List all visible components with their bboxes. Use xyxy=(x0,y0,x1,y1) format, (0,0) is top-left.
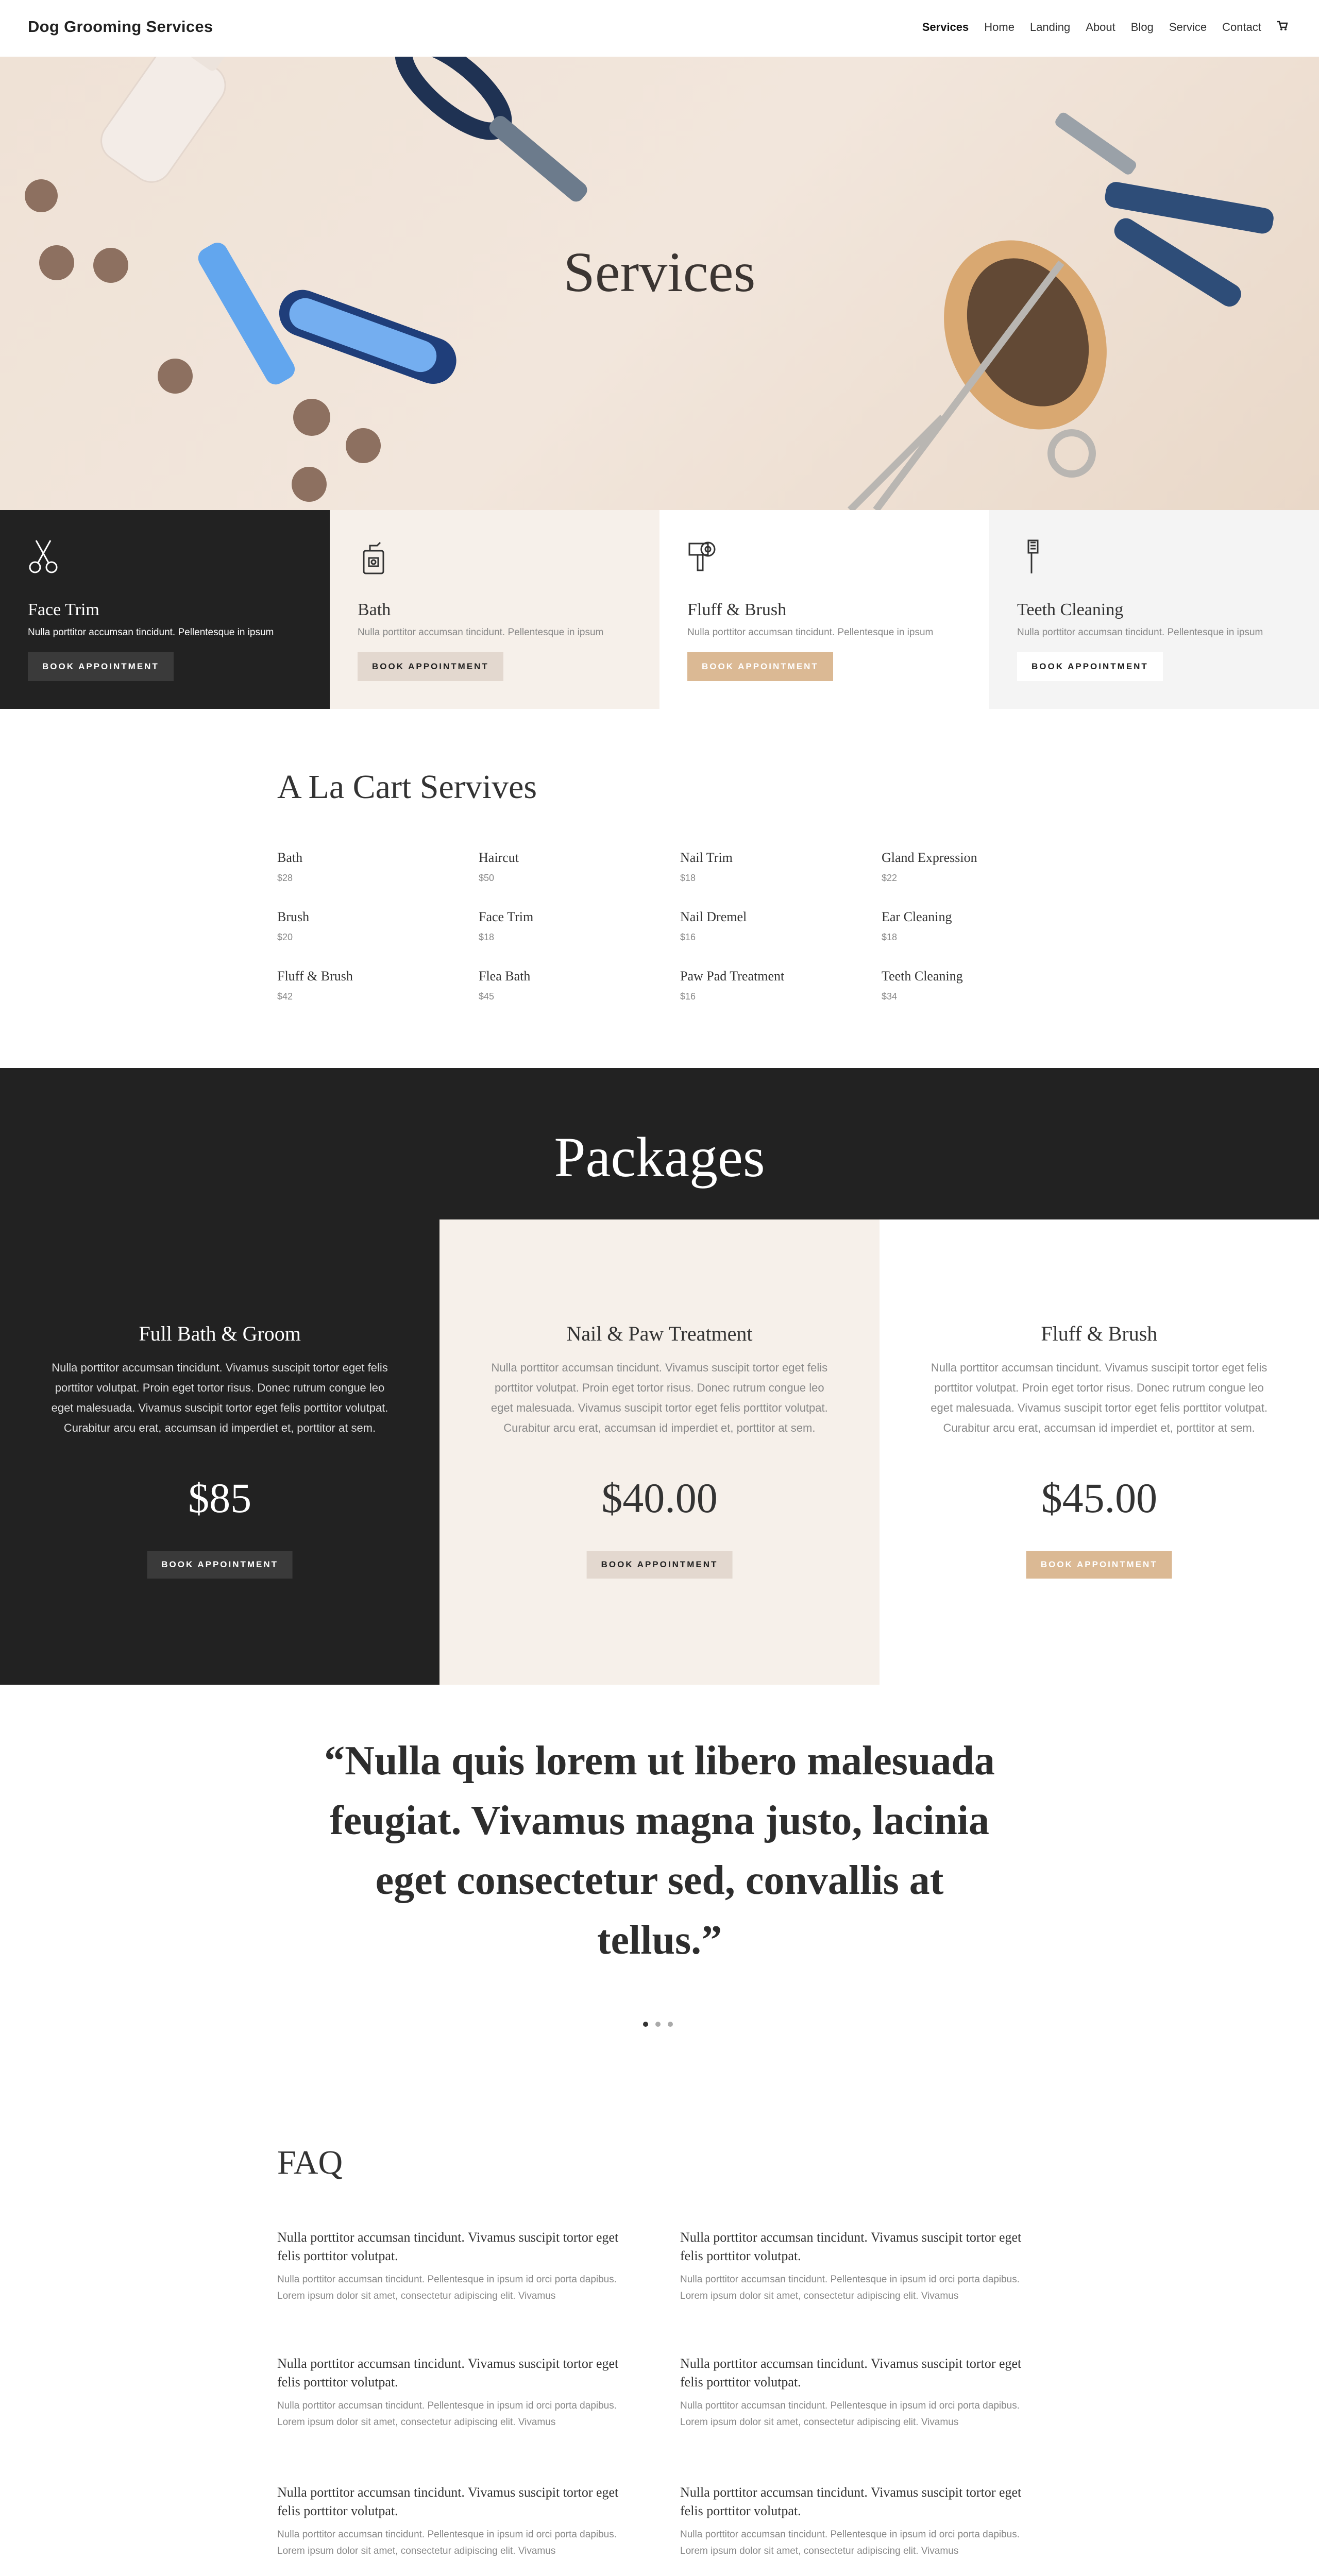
card-title: Teeth Cleaning xyxy=(1017,600,1124,619)
item-name: Face Trim xyxy=(479,909,534,924)
book-appointment-button[interactable]: BOOK APPOINTMENT xyxy=(358,652,503,681)
package-name: Full Bath & Groom xyxy=(139,1322,301,1345)
item-price: $20 xyxy=(277,932,293,942)
item-name: Nail Dremel xyxy=(680,909,747,924)
faq-question: Nulla porttitor accumsan tincidunt. Vivamus suscipit tortor eget felis porttitor volutpat. xyxy=(277,2230,619,2263)
nav-about[interactable]: About xyxy=(1086,21,1115,33)
package-price: $45.00 xyxy=(1041,1475,1158,1521)
item-price: $42 xyxy=(277,991,293,1002)
card-text: Nulla porttitor accumsan tincidunt. Pellentesque in ipsum xyxy=(687,627,934,638)
item-price: $16 xyxy=(680,932,696,942)
nav-contact[interactable]: Contact xyxy=(1222,21,1261,33)
card-title: Bath xyxy=(358,600,391,619)
faq-question: Nulla porttitor accumsan tincidunt. Vivamus suscipit tortor eget felis porttitor volutpat. xyxy=(277,2356,619,2389)
faq-answer: Nulla porttitor accumsan tincidunt. Pellentesque in ipsum id orci porta dapibus. Lorem ipsum dolor sit amet, consectetur adipiscing elit. Vivamus xyxy=(680,2529,1020,2556)
item-name: Fluff & Brush xyxy=(277,969,353,984)
card-bath xyxy=(330,510,660,709)
shampoo-bottle-icon xyxy=(358,538,390,575)
site-header xyxy=(0,0,1319,57)
packages-title: Packages xyxy=(554,1126,765,1189)
list-item xyxy=(479,969,674,1002)
cart-icon[interactable] xyxy=(1277,21,1288,34)
book-appointment-button[interactable]: BOOK APPOINTMENT xyxy=(1026,1551,1172,1579)
package-price: $40.00 xyxy=(601,1475,718,1521)
card-teeth-cleaning xyxy=(989,510,1319,709)
card-text: Nulla porttitor accumsan tincidunt. Pellentesque in ipsum xyxy=(358,627,604,638)
package-description: Nulla porttitor accumsan tincidunt. Vivamus suscipit tortor eget felis porttitor volutpat. Proin eget tortor risus. Donec rutrum congue leo eget malesuada. Vivamus suscipit tortor eget felis porttitor volutpat. Curabitur arcu erat, accumsan id imperdiet et, porttitor at sem. xyxy=(931,1361,1268,1434)
item-name: Flea Bath xyxy=(479,969,531,984)
item-name: Bath xyxy=(277,850,303,865)
nav-service[interactable]: Service xyxy=(1169,21,1207,33)
card-face-trim xyxy=(0,510,330,709)
list-item xyxy=(680,850,876,884)
main-nav xyxy=(922,21,1288,34)
list-item xyxy=(680,969,876,1002)
faq-answer: Nulla porttitor accumsan tincidunt. Pellentesque in ipsum id orci porta dapibus. Lorem ipsum dolor sit amet, consectetur adipiscing elit. Vivamus xyxy=(277,2529,617,2556)
package-description: Nulla porttitor accumsan tincidunt. Vivamus suscipit tortor eget felis porttitor volutpat. Proin eget tortor risus. Donec rutrum congue leo eget malesuada. Vivamus suscipit tortor eget felis porttitor volutpat. Curabitur arcu erat, accumsan id imperdiet et, porttitor at sem. xyxy=(51,1361,388,1434)
faq-item xyxy=(277,2228,643,2304)
package-full-bath-groom xyxy=(0,1219,439,1685)
list-item xyxy=(882,850,1077,884)
a-la-cart-title: A La Cart Servives xyxy=(277,768,537,806)
book-appointment-button[interactable]: BOOK APPOINTMENT xyxy=(28,652,174,681)
faq-question: Nulla porttitor accumsan tincidunt. Vivamus suscipit tortor eget felis porttitor volutpat. xyxy=(277,2485,619,2518)
item-price: $34 xyxy=(882,991,898,1002)
faq-item xyxy=(680,2483,1046,2560)
list-item xyxy=(277,909,473,943)
package-price: $85 xyxy=(188,1475,252,1521)
faq-answer: Nulla porttitor accumsan tincidunt. Pellentesque in ipsum id orci porta dapibus. Lorem ipsum dolor sit amet, consectetur adipiscing elit. Vivamus xyxy=(277,2400,617,2428)
package-description: Nulla porttitor accumsan tincidunt. Vivamus suscipit tortor eget felis porttitor volutpat. Proin eget tortor risus. Donec rutrum congue leo eget malesuada. Vivamus suscipit tortor eget felis porttitor volutpat. Curabitur arcu erat, accumsan id imperdiet et, porttitor at sem. xyxy=(491,1361,828,1434)
hero-banner xyxy=(0,57,1319,510)
faq-answer: Nulla porttitor accumsan tincidunt. Pellentesque in ipsum id orci porta dapibus. Lorem ipsum dolor sit amet, consectetur adipiscing elit. Vivamus xyxy=(680,2274,1020,2301)
faq-question: Nulla porttitor accumsan tincidunt. Vivamus suscipit tortor eget felis porttitor volutpat. xyxy=(680,2230,1022,2263)
card-title: Fluff & Brush xyxy=(687,600,787,619)
list-item xyxy=(680,909,876,943)
slider-pagination xyxy=(643,2022,673,2027)
item-name: Teeth Cleaning xyxy=(882,969,963,984)
item-price: $50 xyxy=(479,873,495,883)
faq-answer: Nulla porttitor accumsan tincidunt. Pellentesque in ipsum id orci porta dapibus. Lorem ipsum dolor sit amet, consectetur adipiscing elit. Vivamus xyxy=(680,2400,1020,2428)
list-item xyxy=(277,850,473,884)
package-fluff-brush xyxy=(880,1219,1319,1685)
faq-title: FAQ xyxy=(277,2144,343,2181)
toothbrush-icon xyxy=(1017,538,1049,575)
item-name: Paw Pad Treatment xyxy=(680,969,785,984)
faq-item xyxy=(680,2228,1046,2304)
slider-dot[interactable] xyxy=(668,2022,673,2027)
item-price: $28 xyxy=(277,873,293,883)
nav-home[interactable]: Home xyxy=(984,21,1014,33)
item-price: $18 xyxy=(680,873,696,883)
package-nail-paw xyxy=(439,1219,879,1685)
card-fluff-brush xyxy=(660,510,989,709)
list-item xyxy=(479,909,674,943)
list-item xyxy=(479,850,674,884)
item-name: Gland Expression xyxy=(882,850,977,865)
testimonial-quote: “Nulla quis lorem ut libero malesuada feugiat. Vivamus magna justo, lacinia eget consectetur sed, convallis at tellus.” xyxy=(324,1738,995,1963)
hair-dryer-icon xyxy=(687,538,719,575)
item-price: $18 xyxy=(479,932,495,942)
card-title: Face Trim xyxy=(28,600,99,619)
nav-blog[interactable]: Blog xyxy=(1130,21,1154,33)
item-name: Nail Trim xyxy=(680,850,733,865)
packages-header xyxy=(0,1068,1319,1219)
package-name: Nail & Paw Treatment xyxy=(566,1322,753,1345)
faq-item xyxy=(680,2354,1046,2431)
faq-item xyxy=(277,2483,643,2560)
faq-answer: Nulla porttitor accumsan tincidunt. Pellentesque in ipsum id orci porta dapibus. Lorem ipsum dolor sit amet, consectetur adipiscing elit. Vivamus xyxy=(277,2274,617,2301)
card-text: Nulla porttitor accumsan tincidunt. Pellentesque in ipsum xyxy=(1017,627,1263,638)
site-logo[interactable]: Dog Grooming Services xyxy=(28,18,213,36)
item-name: Ear Cleaning xyxy=(882,909,952,924)
faq-question: Nulla porttitor accumsan tincidunt. Vivamus suscipit tortor eget felis porttitor volutpat. xyxy=(680,2356,1022,2389)
book-appointment-button[interactable]: BOOK APPOINTMENT xyxy=(1017,652,1163,681)
service-cards xyxy=(0,510,1319,709)
nav-services[interactable]: Services xyxy=(922,21,969,33)
nav-landing[interactable]: Landing xyxy=(1029,21,1071,33)
list-item xyxy=(277,969,473,1002)
packages-row xyxy=(0,1219,1319,1685)
item-name: Haircut xyxy=(479,850,519,865)
scissors-icon xyxy=(28,538,60,575)
book-appointment-button[interactable]: BOOK APPOINTMENT xyxy=(587,1551,733,1579)
book-appointment-button[interactable]: BOOK APPOINTMENT xyxy=(147,1551,293,1579)
slider-dot[interactable] xyxy=(643,2022,648,2027)
card-text: Nulla porttitor accumsan tincidunt. Pellentesque in ipsum xyxy=(28,627,274,638)
item-name: Brush xyxy=(277,909,310,924)
package-name: Fluff & Brush xyxy=(1041,1322,1158,1345)
book-appointment-button[interactable]: BOOK APPOINTMENT xyxy=(687,652,833,681)
faq-question: Nulla porttitor accumsan tincidunt. Vivamus suscipit tortor eget felis porttitor volutpat. xyxy=(680,2485,1022,2518)
item-price: $18 xyxy=(882,932,898,942)
item-price: $16 xyxy=(680,991,696,1002)
item-price: $45 xyxy=(479,991,495,1002)
item-price: $22 xyxy=(882,873,898,883)
list-item xyxy=(882,909,1077,943)
faq-item xyxy=(277,2354,643,2431)
list-item xyxy=(882,969,1077,1002)
slider-dot[interactable] xyxy=(655,2022,661,2027)
a-la-cart-section xyxy=(277,768,1050,1002)
hero-title: Services xyxy=(563,241,756,303)
